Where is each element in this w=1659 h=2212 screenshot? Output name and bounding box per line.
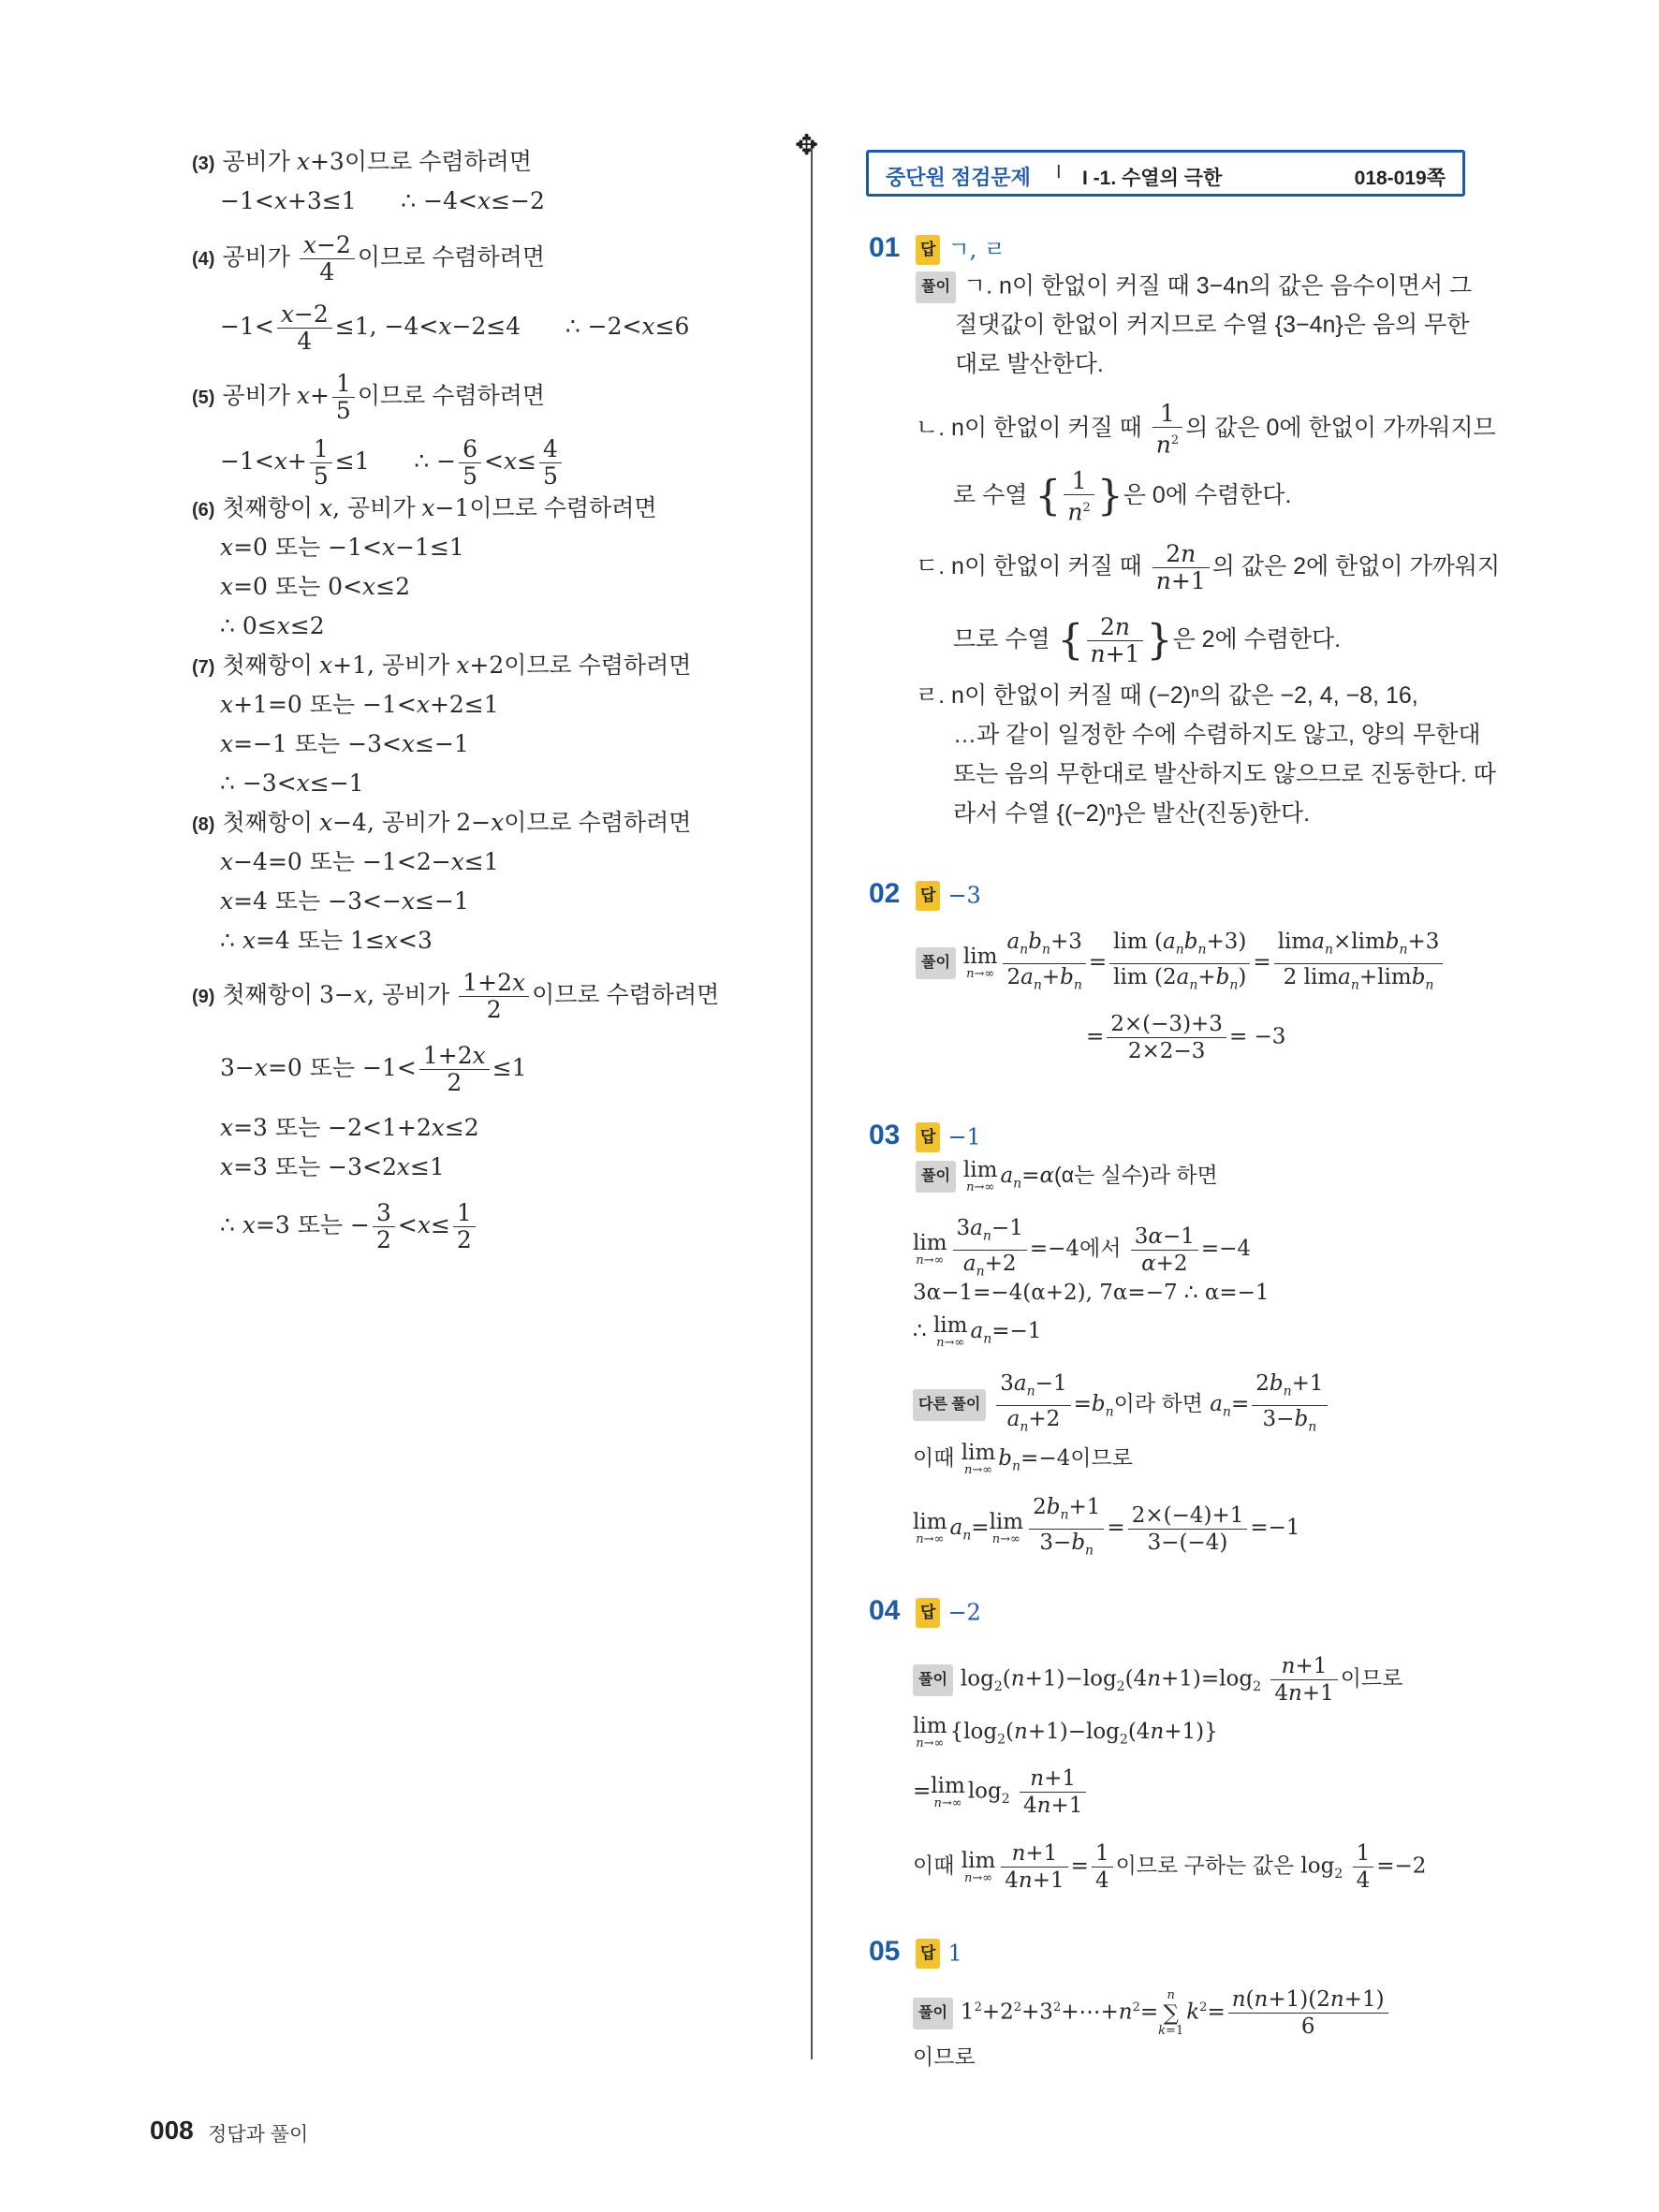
item-5-line-2: −1<x+ $\frac{1}{5}$ ≤1 ∴ − $\frac{6}{5}$ <x≤ $\frac{4}{5}$ [220, 436, 565, 490]
problem-01-sol-c1: ㄷ. n이 한없이 커질 때 $\frac{2n}{n+1}$ 의 값은 2에 한없이 가까워지 [916, 540, 1501, 594]
problem-01-sol-a2: 절댓값이 한없이 커지므로 수열 {3−4n}은 음의 무한 [955, 312, 1470, 338]
header-section: I -1. 수열의 극한 [1082, 168, 1223, 189]
item-9-line-5: ∴ x=3 또는 − $\frac{3}{2}$ <x≤ $\frac{1}{2}$ [220, 1200, 478, 1253]
problem-02-answer: 답 −3 [916, 880, 981, 911]
item-6-line-1: (6) 첫째항이 x, 공비가 x−1이므로 수렴하려면 [192, 494, 657, 521]
problem-03-sol-5: 이때 lim n→∞ $b_n=-4$이므로 [913, 1441, 1133, 1477]
problem-03-answer: 답 −1 [916, 1121, 981, 1152]
header-pages: 018-019쪽 [1354, 168, 1446, 189]
item-9-line-3: x=3 또는 −2<1+2x≤2 [220, 1114, 479, 1141]
item-7-line-1: (7) 첫째항이 x+1, 공비가 x+2이므로 수렴하려면 [192, 652, 692, 679]
item-3-line-2: −1<x+3≤1 ∴ −4<x≤−2 [220, 187, 545, 214]
item-7-line-2: x+1=0 또는 −1<x+2≤1 [220, 691, 499, 718]
item-3-line-1: (3) 공비가 x+3이므로 수렴하려면 [192, 148, 532, 175]
problem-03-sol-4: ∴ lim n→∞ $a_n=-1$ [913, 1313, 1042, 1350]
problem-04-answer: 답 −2 [916, 1597, 981, 1628]
problem-03-number: 03 [869, 1120, 901, 1150]
problem-01-answer: 답 ㄱ, ㄹ [916, 234, 1006, 265]
item-6-line-4: ∴ 0≤x≤2 [220, 612, 325, 639]
header-title: 중단원 점검문제 [886, 166, 1031, 189]
problem-05-sol-1: 풀이 $1^2+2^2+3^2+\cdots+n^2=$ n ∑ k=1 $k^2=$ $\frac{n(n+1)(2n+1)}{6}$ [913, 1986, 1391, 2040]
item-5-line-1: (5) 공비가 x+ $\frac{1}{5}$ 이므로 수렴하려면 [192, 370, 545, 424]
section-header [866, 150, 1465, 197]
item-8-line-3: x=4 또는 −3<−x≤−1 [220, 887, 469, 915]
problem-05-sol-2: 이므로 [913, 2044, 976, 2069]
problem-01-sol-a1: 풀이 ㄱ. n이 한없이 커질 때 3−4n의 값은 음수이면서 그 [916, 271, 1472, 303]
problem-01-number: 01 [869, 232, 901, 263]
problem-05-number: 05 [869, 1936, 901, 1967]
problem-01-sol-d2: …과 같이 일정한 수에 수렴하지도 않고, 양의 무한대 [953, 722, 1481, 748]
problem-04-sol-3: = lim n→∞ $\log_2$ $\frac{n+1}{4n+1}$ [913, 1765, 1089, 1819]
item-9-line-4: x=3 또는 −3<2x≤1 [220, 1153, 445, 1180]
problem-04-sol-4: 이때 lim n→∞ $\frac{n+1}{4n+1}$ = $\frac{1}{4}$ 이므로 구하는 값은 $\log_2$ $\frac{1}{4}$ =−2 [913, 1841, 1427, 1893]
problem-02-sol-2: = $\frac{2\times(-3)+3}{2\times 2-3}$ = −3 [1086, 1012, 1286, 1063]
item-6-line-2: x=0 또는 −1<x−1≤1 [220, 534, 464, 561]
problem-01-sol-d3: 또는 음의 무한대로 발산하지도 않으므로 진동한다. 따 [953, 761, 1496, 787]
problem-01-sol-b1: ㄴ. n이 한없이 커질 때 $\frac{1}{n^2}$ 의 값은 0에 한없이 가까워지므 [916, 400, 1496, 459]
alt-solution-badge: 다른 풀이 [913, 1389, 986, 1421]
problem-04-sol-1: 풀이 $\log_2(n+1)-\log_2(4n+1)=\log_2$ $\frac{n+1}{4n+1}$ 이므로 [913, 1653, 1402, 1707]
problem-03-sol-2: lim n→∞ $\frac{3a_n-1}{a_n+2}$ =−4에서 $\frac{3\alpha-1}{\alpha+2}$ =−4 [913, 1216, 1252, 1280]
item-8-line-2: x−4=0 또는 −1<2−x≤1 [220, 848, 499, 875]
problem-02-sol-1: 풀이 lim n→∞ $\frac{a_nb_n+3}{2a_n+b_n}$ = $\frac{\lim (a_nb_n+3)}{\lim (2a_n+b_n)}$ = $\frac{\lim a_n\times\lim b_n+3}{2 \lim a_n+\lim b_n}$ [916, 929, 1446, 998]
header-separator: I [1056, 162, 1062, 183]
item-9-line-2: 3−x=0 또는 −1< $\frac{1+2x}{2}$ ≤1 [220, 1042, 527, 1096]
problem-03-sol-6: lim n→∞ $a_n=$ lim n→∞ $\frac{2b_n+1}{3-b_n}$ = $\frac{2\times(-4)+1}{3-(-4)}$ =−1 [913, 1495, 1300, 1559]
problem-04-sol-2: lim n→∞ $\{\log_2(n+1)-\log_2(4n+1)\}$ [913, 1714, 1218, 1751]
item-4-line-2: −1< $\frac{x-2}{4}$ ≤1, −4<x−2≤4 ∴ −2<x≤6 [220, 300, 690, 355]
problem-05-answer: 답 1 [916, 1938, 962, 1969]
item-9-line-1: (9) 첫째항이 3−x, 공비가 $\frac{1+2x}{2}$ 이므로 수렴하려면 [192, 969, 720, 1023]
problem-03-sol-3: 3α−1=−4(α+2), 7α=−7 ∴ α=−1 [913, 1281, 1270, 1305]
footer-label: 정답과 풀이 [208, 2124, 309, 2146]
column-divider [811, 140, 813, 2059]
problem-04-number: 04 [869, 1595, 901, 1626]
item-7-line-3: x=−1 또는 −3<x≤−1 [220, 730, 469, 757]
answer-badge: 답 [916, 235, 940, 265]
problem-01-sol-c2: 므로 수열 { $\frac{2n}{n+1}$ }은 2에 수렴한다. [953, 613, 1342, 667]
solution-badge: 풀이 [916, 271, 956, 303]
page-number: 008 [150, 2116, 194, 2145]
problem-01-sol-b2: 로 수열 { $\frac{1}{n^2}$ }은 0에 수렴한다. [953, 467, 1292, 526]
problem-01-sol-d1: ㄹ. n이 한없이 커질 때 (−2)ⁿ의 값은 −2, 4, −8, 16, [916, 682, 1418, 709]
item-8-line-4: ∴ x=4 또는 1≤x<3 [220, 927, 433, 954]
problem-03-alt: 다른 풀이 $\frac{3a_n-1}{a_n+2}$ $=b_n$이라 하면 $a_n=$ $\frac{2b_n+1}{3-b_n}$ [913, 1370, 1330, 1440]
problem-01-sol-d4: 라서 수열 {(−2)ⁿ}은 발산(진동)한다. [953, 800, 1311, 827]
divider-ornament-icon: ✥ [795, 129, 819, 162]
item-7-line-4: ∴ −3<x≤−1 [220, 769, 364, 797]
problem-02-number: 02 [869, 878, 901, 909]
item-4-line-1: (4) 공비가 $\frac{x-2}{4}$ 이므로 수렴하려면 [192, 231, 545, 286]
problem-03-sol-1: 풀이 lim n→∞ $a_n=\alpha(\alpha$는 실수)라 하면 [916, 1159, 1218, 1198]
item-8-line-1: (8) 첫째항이 x−4, 공비가 2−x이므로 수렴하려면 [192, 809, 692, 836]
problem-01-sol-a3: 대로 발산한다. [955, 351, 1104, 377]
item-6-line-3: x=0 또는 0<x≤2 [220, 573, 411, 600]
